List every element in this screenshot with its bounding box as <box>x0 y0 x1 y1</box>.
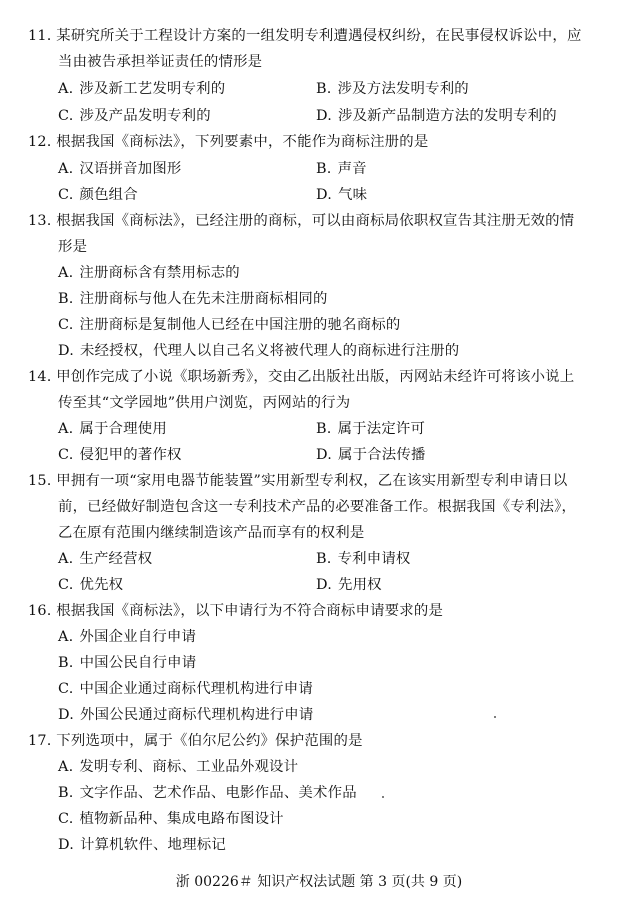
option-text: 侵犯甲的著作权 <box>79 447 182 463</box>
option-text: 涉及产品发明专利的 <box>79 108 211 124</box>
option-label: C. <box>58 681 74 697</box>
option-text: 先用权 <box>338 577 382 593</box>
question-14-number: 14. <box>28 369 52 385</box>
question-12-option-a <box>58 160 182 178</box>
option-label: A. <box>58 759 74 775</box>
option-text: 涉及新工艺发明专利的 <box>79 81 226 97</box>
option-label: C. <box>58 317 74 333</box>
option-label: C. <box>58 108 74 124</box>
option-label: A. <box>58 161 74 177</box>
scan-speck <box>494 716 496 718</box>
question-15-stem-line-1 <box>28 472 567 490</box>
question-13-option-c <box>58 316 400 334</box>
option-text: 未经授权，代理人以自己名义将被代理人的商标进行注册的 <box>80 343 460 359</box>
question-16-option-c <box>58 680 313 698</box>
question-16-option-d <box>58 706 313 724</box>
option-text: 涉及新产品制造方法的发明专利的 <box>338 108 557 124</box>
option-label: D. <box>316 108 332 124</box>
question-12-number: 12. <box>28 134 52 150</box>
question-14-option-c <box>58 446 182 464</box>
question-17-number: 17. <box>28 733 52 749</box>
option-label: B. <box>58 655 74 671</box>
option-text: 涉及方法发明专利的 <box>337 81 469 97</box>
option-text: 文字作品、艺术作品、电影作品、美术作品 <box>79 785 357 801</box>
question-17-option-a <box>58 758 298 776</box>
option-label: A. <box>58 265 74 281</box>
question-13-stem-text: 根据我国《商标法》，已经注册的商标，可以由商标局依职权宣告其注册无效的情 <box>56 213 575 229</box>
question-15-option-c <box>58 576 123 594</box>
option-text: 外国公民通过商标代理机构进行申请 <box>80 707 314 723</box>
option-label: B. <box>316 81 332 97</box>
question-11-stem-line-2: 当由被告承担举证责任的情形是 <box>58 54 263 70</box>
option-label: A. <box>58 551 74 567</box>
option-label: D. <box>58 707 74 723</box>
option-text: 专利申请权 <box>337 551 411 567</box>
question-13-stem-line-2: 形是 <box>58 239 88 255</box>
option-label: B. <box>316 421 332 437</box>
question-13-option-b <box>58 290 328 308</box>
option-label: A. <box>58 629 74 645</box>
question-14-option-a <box>58 420 167 438</box>
question-16-number: 16. <box>28 603 52 619</box>
question-15-option-d <box>316 576 382 594</box>
option-label: B. <box>316 161 332 177</box>
question-11-option-c <box>58 107 211 125</box>
option-label: D. <box>316 447 332 463</box>
page-footer: 浙 00226＃ 知识产权法试题 第 3 页(共 9 页) <box>175 874 463 890</box>
question-15-number: 15. <box>28 473 52 489</box>
option-label: C. <box>58 187 74 203</box>
option-text: 属于法定许可 <box>337 421 426 437</box>
question-14-stem-line-2: 传至其“文学园地”供用户浏览，丙网站的行为 <box>58 395 351 411</box>
question-12-stem-line-1 <box>28 133 428 151</box>
question-16-stem-line-1 <box>28 602 443 620</box>
question-12-option-c <box>58 186 138 204</box>
question-17-option-b <box>58 784 357 802</box>
option-label: D. <box>58 837 74 853</box>
question-17-option-c <box>58 810 284 828</box>
option-label: A. <box>58 81 74 97</box>
question-16-option-b <box>58 654 196 672</box>
option-text: 气味 <box>338 187 368 203</box>
question-15-option-a <box>58 550 152 568</box>
option-label: B. <box>58 785 74 801</box>
option-label: D. <box>316 577 332 593</box>
option-text: 外国企业自行申请 <box>79 629 197 645</box>
question-14-option-b <box>316 420 425 438</box>
option-label: B. <box>58 291 74 307</box>
question-15-stem-line-2: 前，已经做好制造包含这一专利技术产品的必要准备工作。根据我国《专利法》， <box>58 499 577 515</box>
question-11-number: 11. <box>28 28 52 44</box>
question-14-stem-line-1 <box>28 368 574 386</box>
question-13-stem-line-1 <box>28 212 574 230</box>
question-17-stem-text: 下列选项中，属于《伯尔尼公约》保护范围的是 <box>56 733 363 749</box>
question-13-number: 13. <box>28 213 52 229</box>
option-text: 植物新品种、集成电路布图设计 <box>79 811 284 827</box>
question-15-option-b <box>316 550 411 568</box>
question-12-option-d <box>316 186 367 204</box>
question-11-option-b <box>316 80 469 98</box>
option-text: 发明专利、商标、工业品外观设计 <box>79 759 299 775</box>
question-12-option-b <box>316 160 367 178</box>
option-text: 注册商标与他人在先未注册商标相同的 <box>79 291 328 307</box>
question-13-option-d <box>58 342 459 360</box>
question-17-stem-line-1 <box>28 732 363 750</box>
option-text: 声音 <box>337 161 367 177</box>
question-14-stem-text: 甲创作完成了小说《职场新秀》，交由乙出版社出版，丙网站未经许可将该小说上 <box>56 369 575 385</box>
option-label: A. <box>58 421 74 437</box>
option-text: 中国公民自行申请 <box>79 655 197 671</box>
option-text: 属于合理使用 <box>79 421 167 437</box>
option-text: 注册商标含有禁用标志的 <box>79 265 240 281</box>
option-label: D. <box>58 343 74 359</box>
question-13-option-a <box>58 264 240 282</box>
option-label: B. <box>316 551 332 567</box>
option-label: C. <box>58 447 74 463</box>
option-text: 生产经营权 <box>79 551 153 567</box>
question-15-stem-text: 甲拥有一项“家用电器节能装置”实用新型专利权，乙在该实用新型专利申请日以 <box>56 473 568 489</box>
option-label: C. <box>58 811 74 827</box>
option-label: C. <box>58 577 74 593</box>
option-text: 注册商标是复制他人已经在中国注册的驰名商标的 <box>79 317 401 333</box>
question-16-option-a <box>58 628 196 646</box>
option-text: 优先权 <box>79 577 124 593</box>
question-11-stem-text: 某研究所关于工程设计方案的一组发明专利遭遇侵权纠纷，在民事侵权诉讼中，应 <box>56 28 582 44</box>
option-text: 颜色组合 <box>79 187 138 203</box>
question-14-option-d <box>316 446 426 464</box>
option-text: 计算机软件、地理标记 <box>80 837 226 853</box>
question-15-stem-line-3: 乙在原有范围内继续制造该产品而享有的权利是 <box>58 525 365 541</box>
option-text: 中国企业通过商标代理机构进行申请 <box>79 681 313 697</box>
question-11-stem-line-1 <box>28 27 582 45</box>
question-16-stem-text: 根据我国《商标法》，以下申请行为不符合商标申请要求的是 <box>56 603 444 619</box>
scan-speck <box>382 796 384 798</box>
question-12-stem-text: 根据我国《商标法》，下列要素中，不能作为商标注册的是 <box>56 134 429 150</box>
option-text: 汉语拼音加图形 <box>79 161 182 177</box>
question-11-option-d <box>316 107 557 125</box>
question-11-option-a <box>58 80 225 98</box>
option-text: 属于合法传播 <box>338 447 426 463</box>
question-17-option-d <box>58 836 226 854</box>
option-label: D. <box>316 187 332 203</box>
